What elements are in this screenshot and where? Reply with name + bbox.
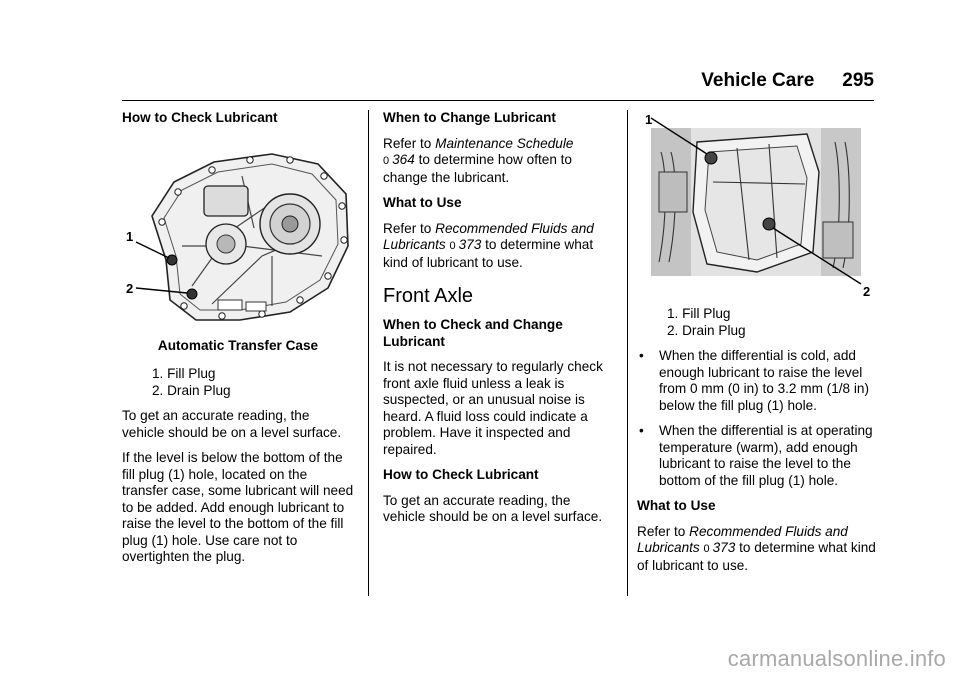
list-item: 1. Fill Plug xyxy=(152,366,216,381)
column-1 xyxy=(122,110,354,575)
figure-caption: Automatic Transfer Case xyxy=(157,337,319,353)
paragraph: It is not necessary to regularly check front axle fluid unless a leak is suspected, or an unusual noise is heard. A fluid loss could indicate a problem. Have it inspected and repaired. xyxy=(383,359,603,457)
transfer-case-illustration xyxy=(122,136,354,334)
paragraph xyxy=(383,221,615,272)
callout-1: 1 xyxy=(126,228,134,244)
subheading: What to Use xyxy=(637,498,716,513)
list-item: 2. Drain Plug xyxy=(152,382,231,398)
column-divider xyxy=(368,110,369,596)
cross-reference-link[interactable]: Recommended Fluids and Lubricants xyxy=(383,220,594,252)
text: to determine what kind of lubricant to use. xyxy=(637,540,876,573)
bullet-item xyxy=(637,348,877,414)
column-3 xyxy=(637,110,877,583)
section-title: Vehicle Care xyxy=(701,70,815,91)
list-item: 1. Fill Plug xyxy=(667,306,731,321)
page-ref-arrow-icon: 0 xyxy=(703,543,710,555)
column-divider xyxy=(627,110,628,596)
subheading: When to Check and Change Lubricant xyxy=(383,317,563,349)
subheading: How to Check Lubricant xyxy=(122,110,278,125)
callout-2: 2 xyxy=(863,284,871,298)
page-reference[interactable]: 364 xyxy=(392,152,415,167)
text: to determine what kind of lubricant to use. xyxy=(383,237,594,270)
paragraph xyxy=(637,524,877,575)
page-ref-arrow-icon: 0 xyxy=(383,155,390,167)
callout-2: 2 xyxy=(126,280,134,296)
text: to determine how often to change the lubricant. xyxy=(383,152,572,185)
cross-reference-link[interactable]: Maintenance Schedule xyxy=(435,135,574,151)
plug-list xyxy=(122,366,354,399)
cross-reference-link[interactable]: Recommended Fluids and Lubricants xyxy=(637,523,848,555)
text: When the differential is at operating temperature (warm), add enough lubricant to raise the level to the bottom of the fill plug (1) hole. xyxy=(659,423,873,488)
list-item: 2. Drain Plug xyxy=(667,322,746,338)
text: Refer to xyxy=(637,523,690,539)
page-ref-arrow-icon: 0 xyxy=(449,240,456,252)
callout-1: 1 xyxy=(645,112,653,127)
text: Refer to xyxy=(383,220,436,236)
plug-list xyxy=(637,306,877,339)
bullet-icon: • xyxy=(639,423,644,438)
subheading: What to Use xyxy=(383,195,462,210)
subheading: When to Change Lubricant xyxy=(383,110,556,125)
section-heading: Front Axle xyxy=(383,285,474,307)
page-reference[interactable]: 373 xyxy=(458,237,482,252)
paragraph: To get an accurate reading, the vehicle should be on a level surface. xyxy=(122,408,342,440)
bullet-icon: • xyxy=(639,348,644,363)
front-axle-illustration xyxy=(637,112,877,298)
page-header xyxy=(701,70,874,92)
bullet-item xyxy=(637,423,877,489)
subheading: How to Check Lubricant xyxy=(383,467,539,482)
bullet-list xyxy=(637,348,877,489)
watermark: carmanualsonline.info xyxy=(727,646,946,671)
column-2 xyxy=(383,110,615,535)
header-rule xyxy=(122,100,874,101)
text: Refer to xyxy=(383,135,436,151)
paragraph: If the level is below the bottom of the fill plug (1) hole, located on the transfer case, some lubricant will need to be added. Add enough lubricant to raise the level to the bottom of the fill plug (1) hole. Use care not to overtighten the plug. xyxy=(122,450,354,564)
page-number: 295 xyxy=(842,70,874,91)
page-reference[interactable]: 373 xyxy=(712,540,736,555)
text: When the differential is cold, add enough lubricant to raise the level from 0 mm (0 in) to 3.2 mm (1/8 in) below the fill plug (1) hole. xyxy=(659,348,869,413)
paragraph xyxy=(383,136,615,187)
paragraph: To get an accurate reading, the vehicle should be on a level surface. xyxy=(383,492,603,524)
